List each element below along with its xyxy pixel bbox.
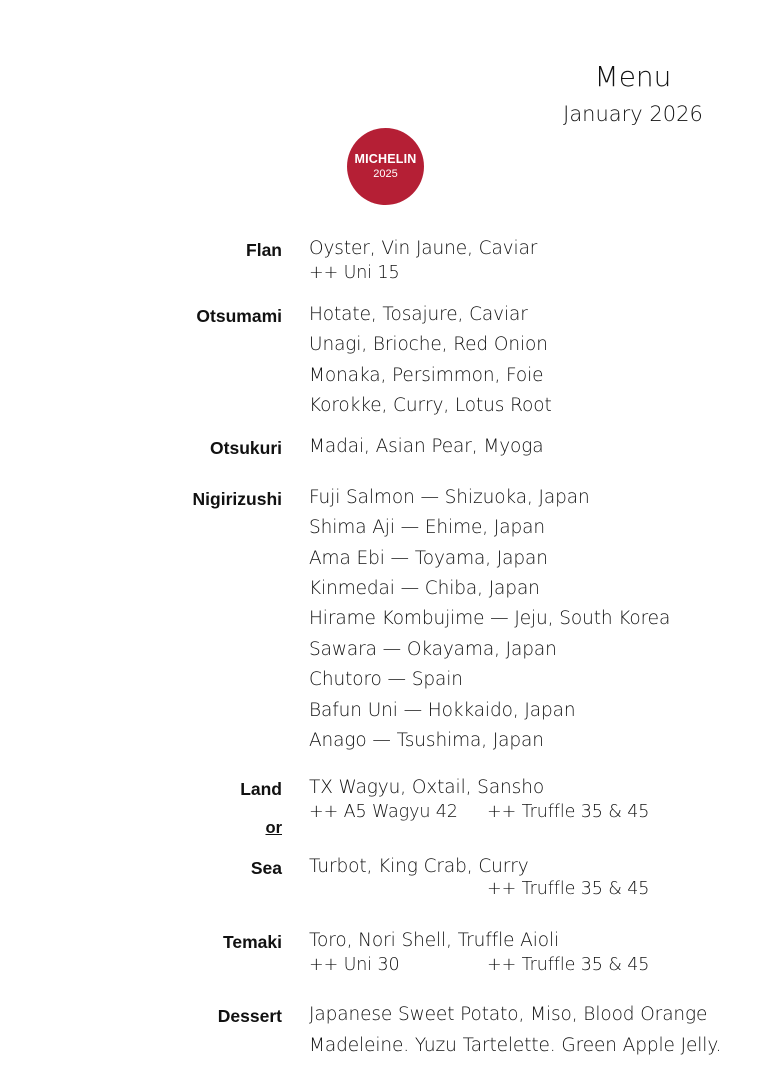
or-label: or xyxy=(265,819,282,837)
michelin-badge xyxy=(347,128,424,205)
otsumami-item: Unagi, Brioche, Red Onion xyxy=(309,334,548,355)
nigirizushi-item: Hirame Kombujime — Jeju, South Korea xyxy=(309,608,671,629)
nigirizushi-item: Chutoro — Spain xyxy=(309,669,463,690)
temaki-item: Toro, Nori Shell, Truffle Aioli xyxy=(309,930,560,951)
nigirizushi-item: Shima Aji — Ehime, Japan xyxy=(309,517,545,538)
nigirizushi-item: Bafun Uni — Hokkaido, Japan xyxy=(309,700,576,721)
dessert-item: Japanese Sweet Potato, Miso, Blood Orange xyxy=(309,1004,708,1025)
sea-item: Turbot, King Crab, Curry xyxy=(309,856,529,877)
badge-brand: MICHELIN xyxy=(354,152,417,166)
land-addon-wagyu: ++ A5 Wagyu 42 xyxy=(309,802,458,822)
flan-item: Oyster, Vin Jaune, Caviar xyxy=(309,238,538,259)
section-label-otsukuri: Otsukuri xyxy=(210,438,282,458)
section-label-nigirizushi: Nigirizushi xyxy=(192,489,282,509)
menu-title: Menu xyxy=(594,60,672,93)
nigirizushi-item: Anago — Tsushima, Japan xyxy=(309,730,544,751)
land-item: TX Wagyu, Oxtail, Sansho xyxy=(309,777,545,798)
flan-addon: ++ Uni 15 xyxy=(309,263,400,283)
nigirizushi-item: Ama Ebi — Toyama, Japan xyxy=(309,548,548,569)
otsumami-item: Korokke, Curry, Lotus Root xyxy=(309,395,552,416)
section-label-sea: Sea xyxy=(250,858,282,878)
section-label-flan: Flan xyxy=(246,240,282,260)
otsukuri-item: Madai, Asian Pear, Myoga xyxy=(309,436,544,457)
section-label-otsumami: Otsumami xyxy=(196,306,282,326)
section-label-dessert: Dessert xyxy=(217,1006,282,1026)
nigirizushi-item: Fuji Salmon — Shizuoka, Japan xyxy=(309,487,590,508)
badge-year: 2025 xyxy=(373,168,398,180)
menu-date: January 2026 xyxy=(563,102,703,126)
land-addon-truffle: ++ Truffle 35 & 45 xyxy=(487,802,650,822)
dessert-item: Madeleine. Yuzu Tartelette. Green Apple Jelly. xyxy=(309,1035,722,1056)
nigirizushi-item: Kinmedai — Chiba, Japan xyxy=(309,578,540,599)
otsumami-item: Monaka, Persimmon, Foie xyxy=(309,365,544,386)
temaki-addon-uni: ++ Uni 30 xyxy=(309,955,400,975)
section-label-temaki: Temaki xyxy=(222,932,282,952)
otsumami-item: Hotate, Tosajure, Caviar xyxy=(309,304,528,325)
sea-addon-truffle: ++ Truffle 35 & 45 xyxy=(487,879,650,899)
temaki-addon-truffle: ++ Truffle 35 & 45 xyxy=(487,955,650,975)
nigirizushi-item: Sawara — Okayama, Japan xyxy=(309,639,557,660)
section-label-land: Land xyxy=(240,779,282,799)
